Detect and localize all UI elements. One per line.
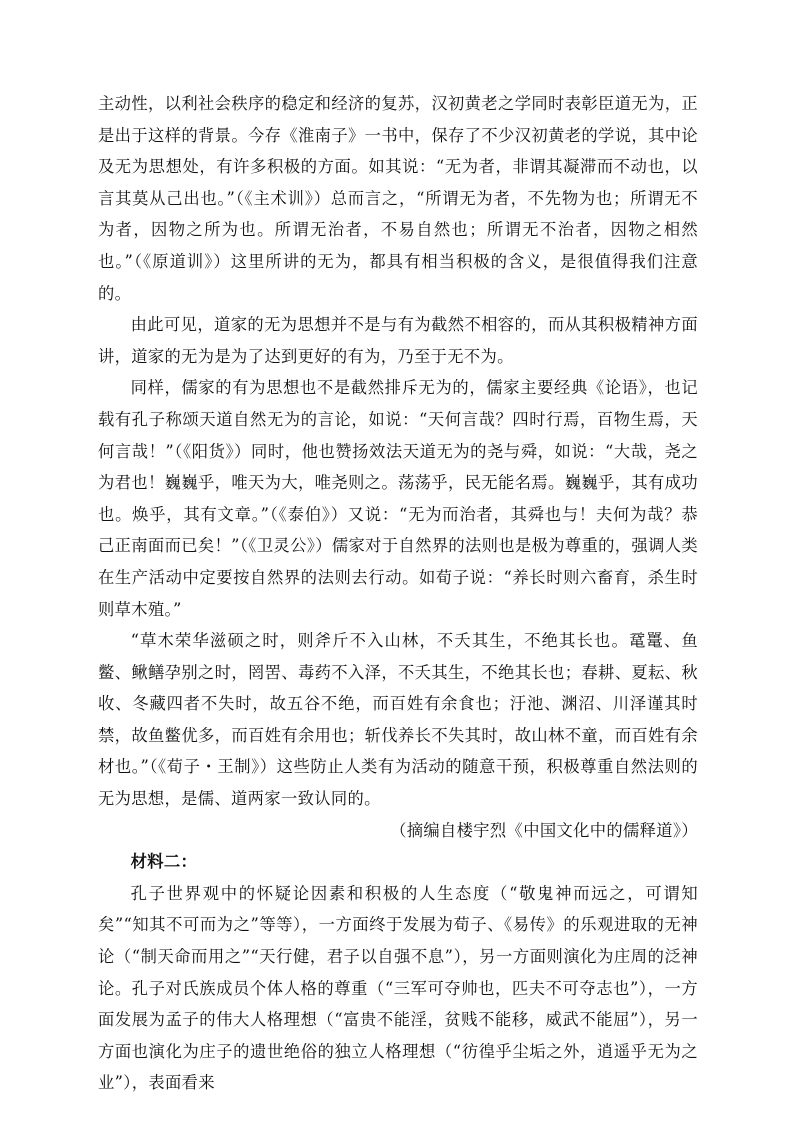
paragraph-daoist-conclusion: 由此可见，道家的无为思想并不是与有为截然不相容的，而从其积极精神方面讲，道家的无为是为了达到更好的有为，乃至于无不为。 bbox=[98, 315, 698, 366]
document-body bbox=[98, 88, 698, 1099]
material-two-heading: 材料二： bbox=[130, 852, 198, 872]
paragraph-huainanzi: 主动性，以利社会秩序的稳定和经济的复苏，汉初黄老之学同时表彰臣道无为，正是出于这样的背景。今存《淮南子》一书中，保存了不少汉初黄老的学说，其中论及无为思想处，有许多积极的方面。如其说：“无为者，非谓其凝滞而不动也，以言其莫从己出也。”（《主术训》）总而言之，“所谓无为者，不先物为也；所谓无不为者，因物之所为也。所谓无治者，不易自然也；所谓无不治者，因物之相然也。”（《原道训》）这里所讲的无为，都具有相当积极的含义，是很值得我们注意的。 bbox=[98, 94, 698, 303]
paragraph-confucian-wuwei: 同样，儒家的有为思想也不是截然排斥无为的，儒家主要经典《论语》，也记载有孔子称颂天道自然无为的言论，如说：“天何言哉？四时行焉，百物生焉，天何言哉！”（《阳货》）同时，他也赞扬效法天道无为的尧与舜，如说：“大哉，尧之为君也！巍巍乎，唯天为大，唯尧则之。荡荡乎，民无能名焉。巍巍乎，其有成功也。焕乎，其有文章。”（《泰伯》）又说：“无为而治者，其舜也与！夫何为哉？恭己正南面而已矣！”（《卫灵公》）儒家对于自然界的法则也是极为尊重的，强调人类在生产活动中定要按自然界的法则去行动。如荀子说：“养长时则六畜育，杀生时则草木殖。” bbox=[98, 378, 698, 619]
paragraph-xunzi-quote: “草木荣华滋硕之时，则斧斤不入山林，不夭其生，不绝其长也。鼋鼍、鱼鳖、鳅鳝孕别之时，罔罟、毒药不入泽，不夭其生，不绝其长也；春耕、夏耘、秋收、冬藏四者不失时，故五谷不绝，而百姓有余食也；汙池、渊沼、川泽谨其时禁，故鱼鳖优多，而百姓有余用也；斩伐养长不失其时，故山林不童，而百姓有余材也。”（《荀子・王制》）这些防止人类有为活动的随意干预，积极尊重自然法则的无为思想，是儒、道两家一致认同的。 bbox=[98, 631, 698, 809]
paragraph-confucius-worldview: 孔子世界观中的怀疑论因素和积极的人生态度（“敬鬼神而远之，可谓知矣”“知其不可而为之”等等），一方面终于发展为荀子、《易传》的乐观进取的无神论（“制天命而用之”“天行健，君子以自强不息”），另一方面则演化为庄周的泛神论。孔子对氏族成员个体人格的尊重（“三军可夺帅也，匹夫不可夺志也”），一方面发展为孟子的伟大人格理想（“富贵不能淫，贫贱不能移，威武不能屈”），另一方面也演化为庄子的遗世绝俗的独立人格理想（“彷徨乎尘垢之外，逍遥乎无为之业”），表面看来 bbox=[98, 883, 698, 1093]
source-attribution: （摘编自楼宇烈《中国文化中的儒释道》） bbox=[390, 820, 698, 840]
